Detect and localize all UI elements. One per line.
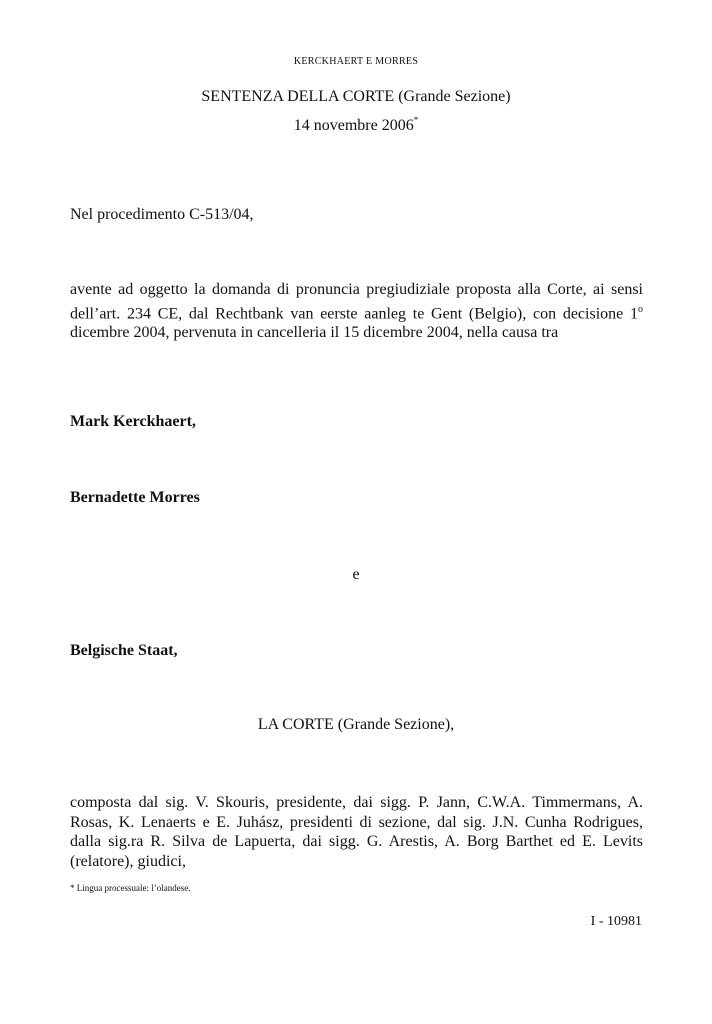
date-text: 14 novembre 2006 — [293, 117, 414, 134]
paragraph-request — [70, 280, 643, 343]
judgment-date — [0, 117, 712, 135]
footnote-marker: * — [413, 115, 419, 125]
judgment-title: SENTENZA DELLA CORTE (Grande Sezione) — [201, 88, 511, 105]
paragraph-composition: composta dal sig. V. Skouris, presidente, dai sigg. P. Jann, C.W.A. Timmermans, A. Rosas, K. Lenaerts e E. Juhász, presidenti di sezione, dal sig. J.N. Cunha Rodrigues, dalla sig.ra R. Silva de Lapuerta, dai sigg. G. Arestis, A. Borg Barthet ed E. Levits (relatore), giudici, — [70, 794, 643, 870]
ordinal-marker: o — [638, 303, 643, 315]
conjunction: e — [352, 566, 360, 583]
court-heading: LA CORTE (Grande Sezione), — [257, 716, 455, 733]
paragraph-request-text-1: avente ad oggetto la domanda di pronuncia pregiudiziale proposta alla Corte, ai sensi dell’art. 234 CE, dal Rechtbank van eerste aanleg te Gent (Belgio), con decisione 1 — [70, 281, 643, 322]
procedure-line: Nel procedimento C-513/04, — [70, 206, 254, 223]
footnote: * Lingua processuale: l’olandese. — [70, 883, 191, 893]
party-claimant-2: Bernadette Morres — [70, 489, 200, 506]
party-defendant: Belgische Staat, — [70, 642, 178, 659]
running-header: KERCKHAERT E MORRES — [293, 56, 419, 67]
paragraph-request-text-2: dicembre 2004, pervenuta in cancelleria il 15 dicembre 2004, nella causa tra — [70, 324, 559, 342]
page-number: I - 10981 — [590, 914, 642, 929]
party-claimant-1: Mark Kerckhaert, — [70, 413, 196, 430]
